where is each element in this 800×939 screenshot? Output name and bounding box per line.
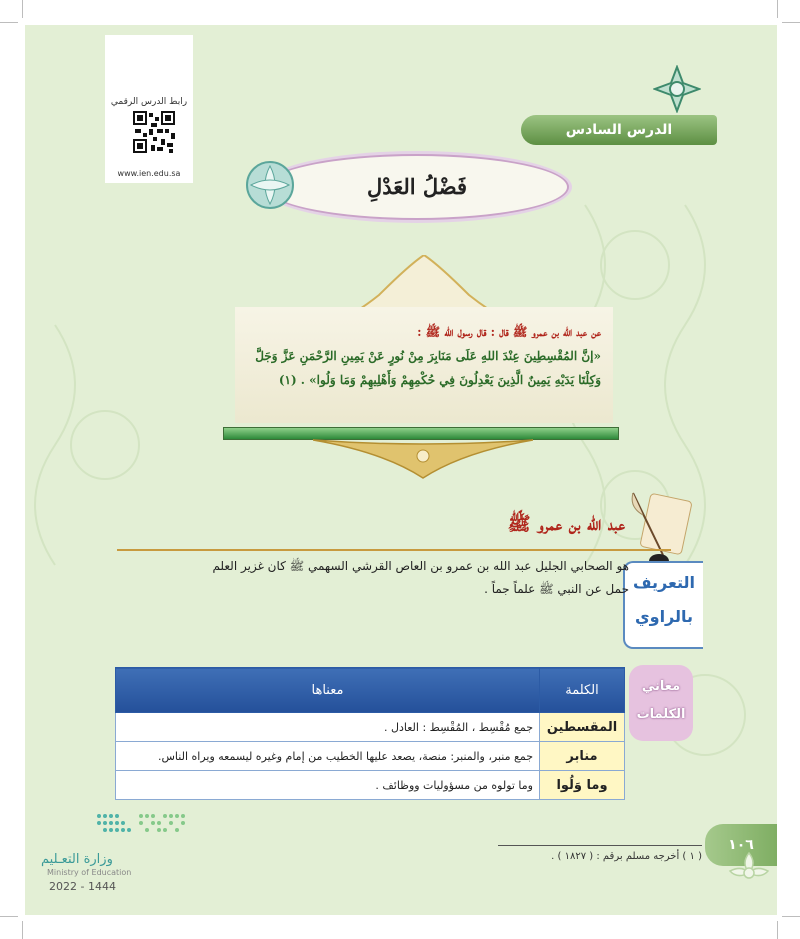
word-meanings-tab [629,665,693,741]
meanings-tab-line-1: معاني [641,679,681,694]
quill-scroll-icon [625,491,693,571]
hadith-intro: عن عبد الله بن عمرو ﷺ قال : قال رسول الله ﷺ : [417,325,601,339]
hadith-text-line-1: «إنَّ المُقْسِطِينَ عِنْدَ اللهِ عَلَى مَنَابِرَ مِنْ نُورٍ عَنْ يَمِينِ الرَّحْمَنِ عَزَّ وَجَلَّ [255,349,601,363]
narrator-divider [117,549,671,551]
textbook-page [25,25,777,915]
lesson-title: فَضْلُ العَدْلِ [265,154,569,220]
narrator-text-line-2: حمل عن النبي ﷺ علماً جماً . [484,582,629,596]
qr-code-icon[interactable] [133,111,175,153]
hadith-base-ornament-icon [313,438,533,480]
footnote-divider [498,845,702,846]
table-row [116,771,625,800]
narrator-tab-line-1: التعريف [632,573,696,592]
header-meaning: معناها [116,668,540,713]
title-medallion-icon [245,160,295,210]
qr-panel [105,35,193,183]
qr-label: رابط الدرس الرقمي [110,97,188,107]
lesson-number-tab: الدرس السادس [521,115,717,145]
narrator-info-tab [623,561,703,649]
hadith-text-line-2: وَكِلْتَا يَدَيْهِ يَمِينٌ الَّذِينَ يَعْدِلُونَ فِي حُكْمِهِمْ وَأَهْلِيهِمْ وَمَا وَلُوا» . (١) [278,373,601,387]
header-word: الكلمة [540,668,625,713]
vocab-word: وما وَلُوا [540,771,625,800]
corner-ornament-icon [653,65,701,113]
flower-ornament-icon [722,847,777,895]
narrator-text-line-1: هو الصحابي الجليل عبد الله بن عمرو بن العاص القرشي السهمي ﷺ كان غزير العلم [212,559,629,573]
page-number: ١٠٦ [705,824,777,866]
edition-year: 2022 - 1444 [49,880,116,893]
narrator-name: عبد الله بن عمرو ﷺ [507,513,625,535]
footnote: ( ١ ) أخرجه مسلم برقم : ( ١٨٢٧ ) . [551,851,702,862]
meanings-tab-line-2: الكلمات [636,707,686,722]
vocab-meaning: جمع مُقْسِط ، المُقْسِط : العادل . [116,713,540,742]
ministry-logo-icon [95,810,187,842]
vocab-meaning: جمع منبر، والمنبر: منصة، يصعد عليها الخطيب من إمام وغيره ليسمعه ويراه الناس. [116,742,540,771]
vocabulary-table [115,667,625,800]
vocab-word: منابر [540,742,625,771]
narrator-tab-line-2: بالراوي [634,607,694,626]
qr-url[interactable]: www.ien.edu.sa [117,169,181,178]
vocab-meaning: وما تولوه من مسؤوليات ووظائف . [116,771,540,800]
table-row [116,742,625,771]
ministry-name-arabic: وزارة التعـليم [41,852,113,867]
table-header-row [116,668,625,713]
ministry-name-english: Ministry of Education [47,868,132,877]
table-row [116,713,625,742]
vocab-word: المقسطين [540,713,625,742]
